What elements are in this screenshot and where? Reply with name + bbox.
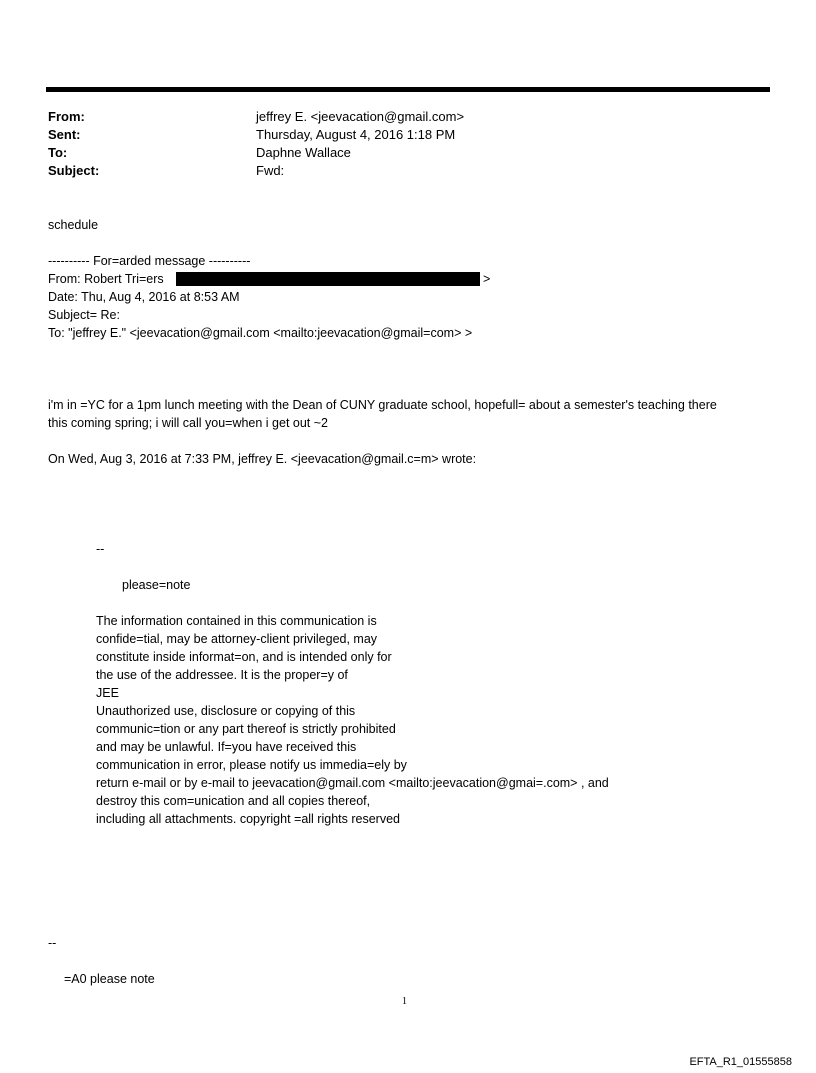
- forward-from-prefix: From: Robert Tri=ers: [48, 272, 164, 286]
- footer-note: =A0 please note: [64, 972, 155, 986]
- sent-value: Thursday, August 4, 2016 1:18 PM: [256, 127, 456, 142]
- subject-value: Fwd:: [256, 163, 285, 178]
- disclaimer-line: confide=tial, may be attorney-client privileged, may: [96, 632, 378, 646]
- sent-label: Sent:: [48, 127, 81, 142]
- bates-number: EFTA_R1_01555858: [689, 1056, 792, 1068]
- to-value: Daphne Wallace: [256, 145, 351, 160]
- please-note-heading: please=note: [122, 578, 191, 592]
- intro-text: schedule: [48, 218, 99, 232]
- disclaimer-line: communication in error, please notify us immedia=ely by: [96, 758, 407, 772]
- disclaimer-line: JEE: [96, 686, 119, 700]
- message-line-1: i'm in =YC for a 1pm lunch meeting with the Dean of CUNY graduate school, hopefull= about a semester's teaching there: [48, 398, 717, 412]
- quote-intro: On Wed, Aug 3, 2016 at 7:33 PM, jeffrey E. <jeevacation@gmail.c=m> wrote:: [48, 452, 477, 466]
- to-label: To:: [48, 145, 68, 160]
- redaction-box: [176, 272, 480, 286]
- disclaimer-line: return e-mail or by e-mail to jeevacation@gmail.com <mailto:jeevacation@gmai=.com> , and: [96, 776, 609, 790]
- disclaimer-line: Unauthorized use, disclosure or copying of this: [96, 704, 356, 718]
- message-line-2: this coming spring; i will call you=when i get out ~2: [48, 416, 329, 430]
- subject-label: Subject:: [48, 163, 100, 178]
- header-rule: [46, 87, 770, 92]
- disclaimer-line: the use of the addressee. It is the proper=y of: [96, 668, 348, 682]
- page-number: 1: [402, 996, 407, 1007]
- from-label: From:: [48, 109, 85, 124]
- forward-to: To: "jeffrey E." <jeevacation@gmail.com <mailto:jeevacation@gmail=com> >: [48, 326, 473, 340]
- disclaimer-line: destroy this com=unication and all copies thereof,: [96, 794, 371, 808]
- forward-marker: ---------- For=arded message ----------: [48, 254, 251, 268]
- forward-subject: Subject= Re:: [48, 308, 120, 322]
- signature-dashes: --: [96, 542, 105, 556]
- from-value: jeffrey E. <jeevacation@gmail.com>: [256, 109, 465, 124]
- disclaimer-line: constitute inside informat=on, and is intended only for: [96, 650, 392, 664]
- forward-from-suffix: >: [483, 272, 491, 286]
- footer-dashes: --: [48, 936, 57, 950]
- disclaimer-line: communic=tion or any part thereof is strictly prohibited: [96, 722, 396, 736]
- disclaimer-line: The information contained in this communication is: [96, 614, 377, 628]
- forward-date: Date: Thu, Aug 4, 2016 at 8:53 AM: [48, 290, 240, 304]
- disclaimer-line: and may be unlawful. If=you have received this: [96, 740, 357, 754]
- disclaimer-line: including all attachments. copyright =all rights reserved: [96, 812, 400, 826]
